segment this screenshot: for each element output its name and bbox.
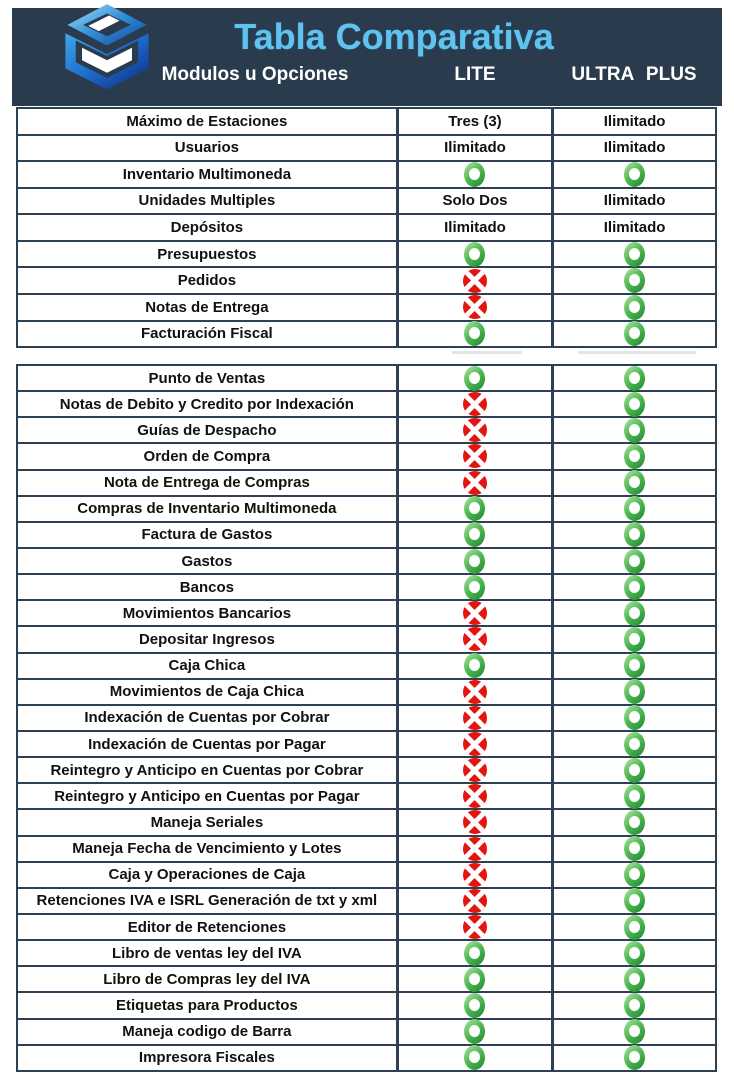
table-row [18, 967, 715, 993]
module-label: Retenciones IVA e ISRL Generación de txt y xml [36, 892, 378, 910]
red-x-icon [463, 295, 487, 319]
lite-value-cell: Ilimitado [396, 215, 551, 240]
gap-artifact-line [452, 351, 522, 354]
red-x-icon [463, 601, 487, 625]
lite-value-cell [396, 784, 551, 808]
ultra-value-cell [551, 497, 715, 521]
table-row [18, 601, 715, 627]
red-x-icon [463, 889, 487, 913]
ultra-value-cell [551, 242, 715, 267]
green-ring-icon [624, 1045, 645, 1070]
table-row [18, 392, 715, 418]
table-row [18, 295, 715, 322]
red-x-icon [463, 758, 487, 782]
green-ring-icon [464, 993, 485, 1018]
module-label: Bancos [179, 578, 234, 596]
module-label: Inventario Multimoneda [122, 165, 292, 183]
ultra-value-cell [551, 268, 715, 293]
module-label: Notas de Entrega [145, 298, 269, 316]
column-header-ultra-plus: ULTRA PLUS [571, 64, 697, 85]
ultra-value-cell [551, 575, 715, 599]
green-ring-icon [624, 967, 645, 992]
lite-value-cell [396, 242, 551, 267]
ultra-value-cell [551, 471, 715, 495]
ultra-value-cell: Ilimitado [551, 215, 715, 240]
table-row [18, 366, 715, 392]
green-ring-icon [464, 575, 485, 600]
red-x-icon [463, 784, 487, 808]
module-label: Reintegro y Anticipo en Cuentas por Pagar [54, 787, 360, 805]
green-ring-icon [464, 496, 485, 521]
module-label: Usuarios [174, 139, 239, 157]
module-label: Compras de Inventario Multimoneda [77, 500, 337, 518]
table-row [18, 497, 715, 523]
lite-value-cell [396, 601, 551, 625]
green-ring-icon [624, 522, 645, 547]
red-x-icon [463, 418, 487, 442]
lite-value-cell [396, 706, 551, 730]
ultra-value-cell [551, 706, 715, 730]
lite-value-cell [396, 889, 551, 913]
ultra-value-cell [551, 444, 715, 468]
module-label: Movimientos de Caja Chica [109, 683, 304, 701]
green-ring-icon [464, 522, 485, 547]
table-row [18, 418, 715, 444]
ultra-value-cell [551, 627, 715, 651]
table-row [18, 863, 715, 889]
table-row [18, 941, 715, 967]
green-ring-icon [464, 321, 485, 346]
ultra-value-cell [551, 680, 715, 704]
lite-value-cell [396, 732, 551, 756]
green-ring-icon [464, 941, 485, 966]
comparison-table-section-1 [16, 107, 717, 348]
table-row [18, 680, 715, 706]
table-row [18, 109, 715, 136]
red-x-icon [463, 732, 487, 756]
green-ring-icon [624, 888, 645, 913]
module-label: Presupuestos [157, 245, 257, 263]
ultra-value-cell [551, 863, 715, 887]
ultra-value-cell: Ilimitado [551, 109, 715, 134]
green-ring-icon [624, 162, 645, 187]
cube-s-logo [55, 2, 159, 106]
green-ring-icon [624, 295, 645, 320]
red-x-icon [463, 837, 487, 861]
table-row [18, 837, 715, 863]
ultra-value-cell [551, 915, 715, 939]
lite-value-cell [396, 523, 551, 547]
lite-value-cell [396, 471, 551, 495]
ultra-value-cell [551, 967, 715, 991]
lite-value-cell [396, 654, 551, 678]
table-row [18, 471, 715, 497]
ultra-value-cell [551, 162, 715, 187]
table-row [18, 523, 715, 549]
green-ring-icon [624, 366, 645, 391]
red-x-icon [463, 680, 487, 704]
ultra-value-cell [551, 810, 715, 834]
lite-value-cell [396, 366, 551, 390]
green-ring-icon [624, 418, 645, 443]
ultra-value-cell [551, 732, 715, 756]
ultra-value-cell [551, 523, 715, 547]
green-ring-icon [624, 810, 645, 835]
lite-value-cell [396, 575, 551, 599]
lite-value-cell [396, 627, 551, 651]
lite-value-cell [396, 915, 551, 939]
lite-value-cell [396, 1046, 551, 1070]
lite-value-cell [396, 967, 551, 991]
comparison-table-section-2 [16, 364, 717, 1072]
green-ring-icon [624, 392, 645, 417]
table-row [18, 1046, 715, 1070]
green-ring-icon [624, 321, 645, 346]
green-ring-icon [624, 549, 645, 574]
lite-value-cell [396, 1020, 551, 1044]
green-ring-icon [464, 549, 485, 574]
module-label: Maneja Fecha de Vencimiento y Lotes [72, 840, 342, 858]
module-label: Máximo de Estaciones [126, 112, 288, 130]
green-ring-icon [464, 1019, 485, 1044]
lite-value-cell: Ilimitado [396, 136, 551, 161]
module-label: Factura de Gastos [141, 526, 273, 544]
module-label: Maneja codigo de Barra [122, 1023, 292, 1041]
lite-value-cell [396, 758, 551, 782]
table-row [18, 706, 715, 732]
gap-artifact-line [578, 351, 696, 354]
green-ring-icon [624, 444, 645, 469]
lite-value-cell: Solo Dos [396, 189, 551, 214]
table-row [18, 915, 715, 941]
module-label: Libro de Compras ley del IVA [103, 970, 311, 988]
table-row [18, 993, 715, 1019]
lite-value-cell [396, 549, 551, 573]
module-label: Movimientos Bancarios [122, 604, 292, 622]
ultra-value-cell [551, 837, 715, 861]
green-ring-icon [624, 836, 645, 861]
lite-value-cell [396, 941, 551, 965]
lite-value-cell: Tres (3) [396, 109, 551, 134]
lite-value-cell [396, 392, 551, 416]
ultra-value-cell [551, 758, 715, 782]
table-row [18, 654, 715, 680]
red-x-icon [463, 392, 487, 416]
module-label: Gastos [181, 552, 233, 570]
lite-value-cell [396, 497, 551, 521]
ultra-value-cell [551, 784, 715, 808]
ultra-value-cell [551, 601, 715, 625]
red-x-icon [463, 863, 487, 887]
module-label: Reintegro y Anticipo en Cuentas por Cobrar [50, 761, 364, 779]
table-row [18, 215, 715, 242]
green-ring-icon [624, 268, 645, 293]
green-ring-icon [464, 1045, 485, 1070]
module-label: Etiquetas para Productos [116, 996, 298, 1014]
green-ring-icon [624, 705, 645, 730]
module-label: Depósitos [170, 219, 244, 237]
module-label: Punto de Ventas [148, 369, 266, 387]
table-row [18, 784, 715, 810]
ultra-value-cell [551, 1046, 715, 1070]
lite-value-cell [396, 322, 551, 347]
module-label: Libro de ventas ley del IVA [111, 944, 302, 962]
lite-value-cell [396, 837, 551, 861]
green-ring-icon [464, 242, 485, 267]
green-ring-icon [464, 967, 485, 992]
table-row [18, 189, 715, 216]
green-ring-icon [624, 470, 645, 495]
ultra-value-cell [551, 654, 715, 678]
ultra-value-cell [551, 889, 715, 913]
red-x-icon [463, 471, 487, 495]
ultra-value-cell: Ilimitado [551, 136, 715, 161]
table-row [18, 549, 715, 575]
red-x-icon [463, 915, 487, 939]
module-label: Orden de Compra [143, 447, 271, 465]
ultra-value-cell [551, 549, 715, 573]
lite-value-cell [396, 444, 551, 468]
ultra-value-cell: Ilimitado [551, 189, 715, 214]
table-row [18, 627, 715, 653]
ultra-value-cell [551, 295, 715, 320]
red-x-icon [463, 269, 487, 293]
green-ring-icon [464, 366, 485, 391]
module-label: Maneja Seriales [150, 813, 264, 831]
table-row [18, 162, 715, 189]
green-ring-icon [624, 915, 645, 940]
green-ring-icon [464, 162, 485, 187]
module-label: Caja Chica [168, 657, 246, 675]
lite-value-cell [396, 863, 551, 887]
table-row [18, 268, 715, 295]
module-label: Indexación de Cuentas por Cobrar [84, 709, 330, 727]
table-row [18, 242, 715, 269]
green-ring-icon [624, 575, 645, 600]
ultra-value-cell [551, 1020, 715, 1044]
table-row [18, 810, 715, 836]
lite-value-cell [396, 418, 551, 442]
table-row [18, 889, 715, 915]
module-label: Indexación de Cuentas por Pagar [88, 735, 326, 753]
ultra-value-cell [551, 941, 715, 965]
green-ring-icon [624, 732, 645, 757]
green-ring-icon [624, 601, 645, 626]
module-label: Unidades Multiples [138, 192, 276, 210]
green-ring-icon [624, 1019, 645, 1044]
ultra-value-cell [551, 392, 715, 416]
lite-value-cell [396, 295, 551, 320]
green-ring-icon [624, 653, 645, 678]
module-label: Guías de Despacho [137, 421, 277, 439]
lite-value-cell [396, 680, 551, 704]
red-x-icon [463, 810, 487, 834]
red-x-icon [463, 444, 487, 468]
green-ring-icon [624, 862, 645, 887]
red-x-icon [463, 706, 487, 730]
module-label: Notas de Debito y Credito por Indexación [59, 395, 354, 413]
lite-value-cell [396, 993, 551, 1017]
module-label: Editor de Retenciones [127, 918, 287, 936]
green-ring-icon [624, 758, 645, 783]
column-header-modules: Modulos u Opciones [161, 64, 349, 85]
green-ring-icon [464, 653, 485, 678]
table-row [18, 732, 715, 758]
module-label: Depositar Ingresos [138, 630, 275, 648]
table-row [18, 758, 715, 784]
module-label: Impresora Fiscales [138, 1049, 275, 1067]
module-label: Caja y Operaciones de Caja [108, 866, 306, 884]
column-header-lite: LITE [454, 64, 496, 85]
table-row [18, 136, 715, 163]
green-ring-icon [624, 496, 645, 521]
ultra-value-cell [551, 322, 715, 347]
table-row [18, 1020, 715, 1046]
green-ring-icon [624, 784, 645, 809]
green-ring-icon [624, 627, 645, 652]
lite-value-cell [396, 810, 551, 834]
page-title: Tabla Comparativa [234, 16, 554, 57]
module-label: Pedidos [177, 272, 237, 290]
green-ring-icon [624, 242, 645, 267]
green-ring-icon [624, 679, 645, 704]
module-label: Facturación Fiscal [141, 325, 273, 343]
green-ring-icon [624, 941, 645, 966]
module-label: Nota de Entrega de Compras [103, 474, 310, 492]
table-row [18, 575, 715, 601]
ultra-value-cell [551, 366, 715, 390]
red-x-icon [463, 627, 487, 651]
lite-value-cell [396, 268, 551, 293]
ultra-value-cell [551, 418, 715, 442]
green-ring-icon [624, 993, 645, 1018]
table-row [18, 444, 715, 470]
lite-value-cell [396, 162, 551, 187]
ultra-value-cell [551, 993, 715, 1017]
table-row [18, 322, 715, 347]
